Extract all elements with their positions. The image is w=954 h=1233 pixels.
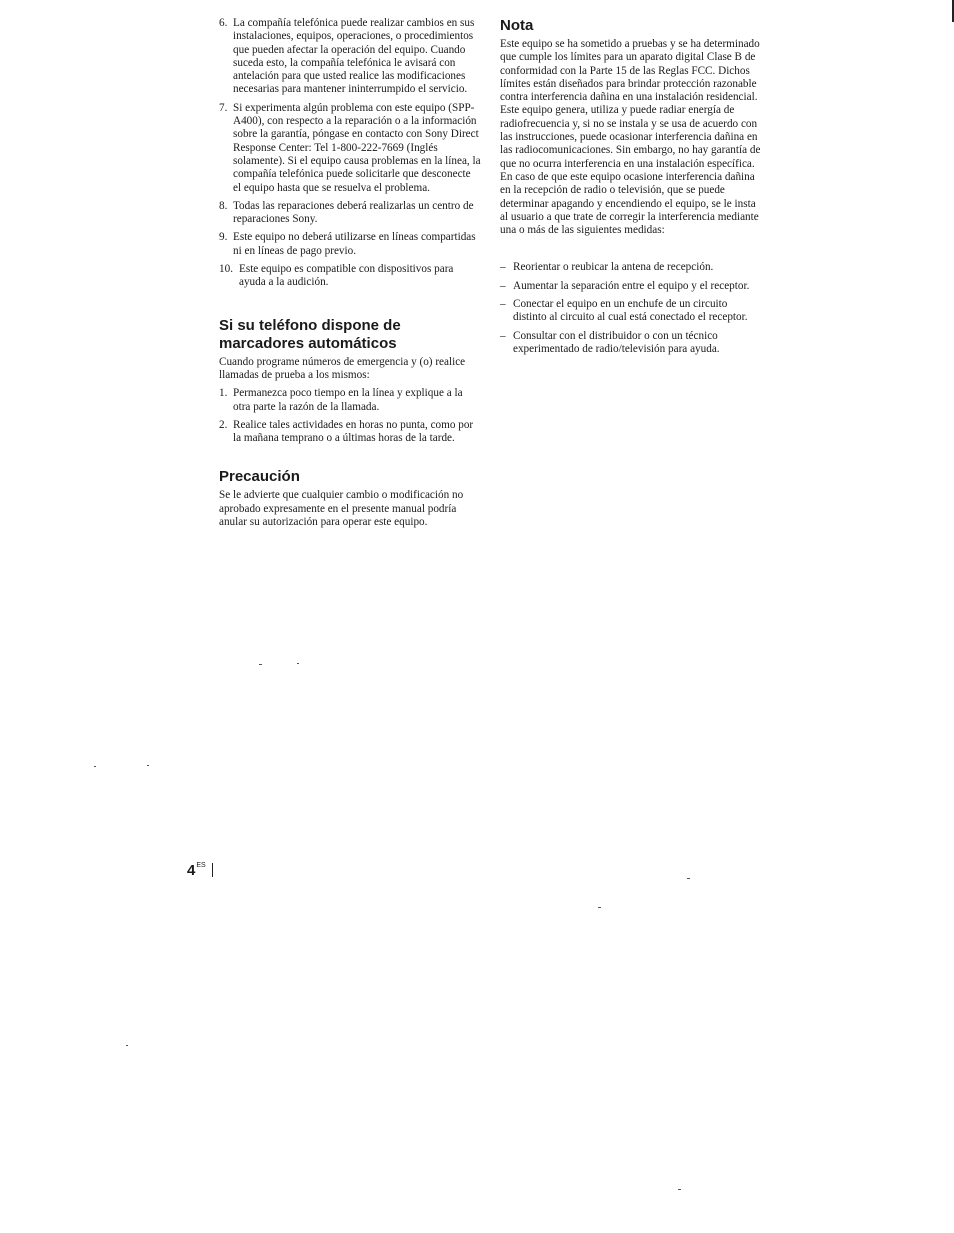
precaution-text: Se le advierte que cualquier cambio o modificación no aprobado expresamente en el presente manual podría anular su autorización para operar este equipo. <box>219 489 464 529</box>
page-number-digit: 4 <box>187 862 196 879</box>
list-item-text: La compañía telefónica puede realizar cambios en sus instalaciones, equipos, operaciones, o procedimientos que pueden afectar la operación del equipo. Cuando suceda esto, la compañía telefónica le avisará con antelación para que usted realice las modificaciones necesarias para mantener ininterrumpido el servicio. <box>233 17 475 96</box>
autodial-list <box>219 387 481 445</box>
list-item <box>219 102 481 195</box>
measures-list <box>500 261 762 356</box>
list-item-number: 6. <box>219 17 228 29</box>
autodial-intro: Cuando programe números de emergencia y (o) realice llamadas de prueba a los mismos: <box>219 355 466 381</box>
dash-bullet: – <box>500 261 506 274</box>
page-number-suffix: ES <box>196 862 206 869</box>
scan-speck <box>297 663 299 664</box>
list-item <box>219 387 481 414</box>
list-item-text: Si experimenta algún problema con este equipo (SPP-A400), con respecto a la reparación o a la información sobre la garantía, póngase en contacto con Sony Direct Response Center: Tel 1-800-222-7669 (Inglés solamente). Si el equipo causa problemas en la línea, la compañía telefónica puede solicitarle que desconecte el equipo hasta que se resuelva el problema. <box>233 101 481 194</box>
fcc-requirements-list <box>219 17 481 290</box>
list-item-text: Todas las reparaciones deberá realizarlas un centro de reparaciones Sony. <box>233 199 474 226</box>
list-item-number: 10. <box>219 263 233 276</box>
nota-text: Este equipo se ha sometido a pruebas y se ha determinado que cumple los límites para un aparato digital Clase B de conformidad con la Parte 15 de las Reglas FCC. Dichos límites están diseñados para brindar protección razonable contra interferencia dañina en una instalación residencial. Este equipo genera, utiliza y puede radiar energía de radiofrecuencia y, si no se instala y se usa de acuerdo con las instrucciones, puede ocasionar interferencia dañina en las radiocomunicaciones. Sin embargo, no hay garantía de que no ocurra interferencia en una instalación específica. En caso de que este equipo ocasione interferencia dañina en la recepción de radio o televisión, que se puede determinar apagando y encendiendo el equipo, se le insta al usuario a que trate de corregir la interferencia mediante una o más de las siguientes medidas: <box>500 38 761 237</box>
scan-speck <box>598 907 601 908</box>
list-item-text: Consultar con el distribuidor o con un técnico experimentado de radio/televisión para ayuda. <box>513 329 720 355</box>
dash-bullet: – <box>500 298 506 311</box>
list-item <box>219 419 481 446</box>
autodial-heading: Si su teléfono dispone de marcadores automáticos <box>219 316 401 352</box>
scan-speck <box>126 1045 128 1046</box>
list-item <box>500 280 762 293</box>
list-item <box>500 298 762 325</box>
list-item <box>500 261 762 274</box>
list-item <box>219 200 481 227</box>
precaution-heading: Precaución <box>219 468 300 486</box>
scan-speck <box>259 664 262 665</box>
list-item-text: Este equipo no deberá utilizarse en líneas compartidas ni en líneas de pago previo. <box>233 231 476 257</box>
list-item <box>219 17 481 97</box>
list-item-text: Conectar el equipo en un enchufe de un circuito distinto al circuito al cual está conectado el receptor. <box>513 298 748 324</box>
right-column <box>500 17 762 361</box>
list-item-number: 1. <box>219 387 228 400</box>
scan-speck <box>687 878 690 879</box>
list-item-text: Reorientar o reubicar la antena de recepción. <box>513 261 714 274</box>
page-number-rule <box>212 863 213 877</box>
list-item <box>500 330 762 357</box>
list-item <box>219 231 481 258</box>
list-item-text: Aumentar la separación entre el equipo y el receptor. <box>513 279 750 292</box>
list-item-number: 9. <box>219 231 228 244</box>
nota-heading: Nota <box>500 17 534 34</box>
list-item <box>219 263 481 290</box>
scan-speck <box>678 1189 681 1190</box>
dash-bullet: – <box>500 329 506 342</box>
scan-speck <box>147 765 149 766</box>
scan-speck <box>94 766 96 767</box>
list-item-number: 2. <box>219 418 228 431</box>
list-item-number: 7. <box>219 101 228 114</box>
list-item-text: Permanezca poco tiempo en la línea y explique a la otra parte la razón de la llamada. <box>233 387 463 413</box>
list-item-text: Realice tales actividades en horas no punta, como por la mañana temprano o a últimas horas de la tarde. <box>233 418 474 445</box>
page-number <box>187 862 213 879</box>
left-column <box>219 17 481 529</box>
dash-bullet: – <box>500 279 506 292</box>
list-item-text: Este equipo es compatible con dispositivos para ayuda a la audición. <box>239 263 454 289</box>
list-item-number: 8. <box>219 199 228 212</box>
